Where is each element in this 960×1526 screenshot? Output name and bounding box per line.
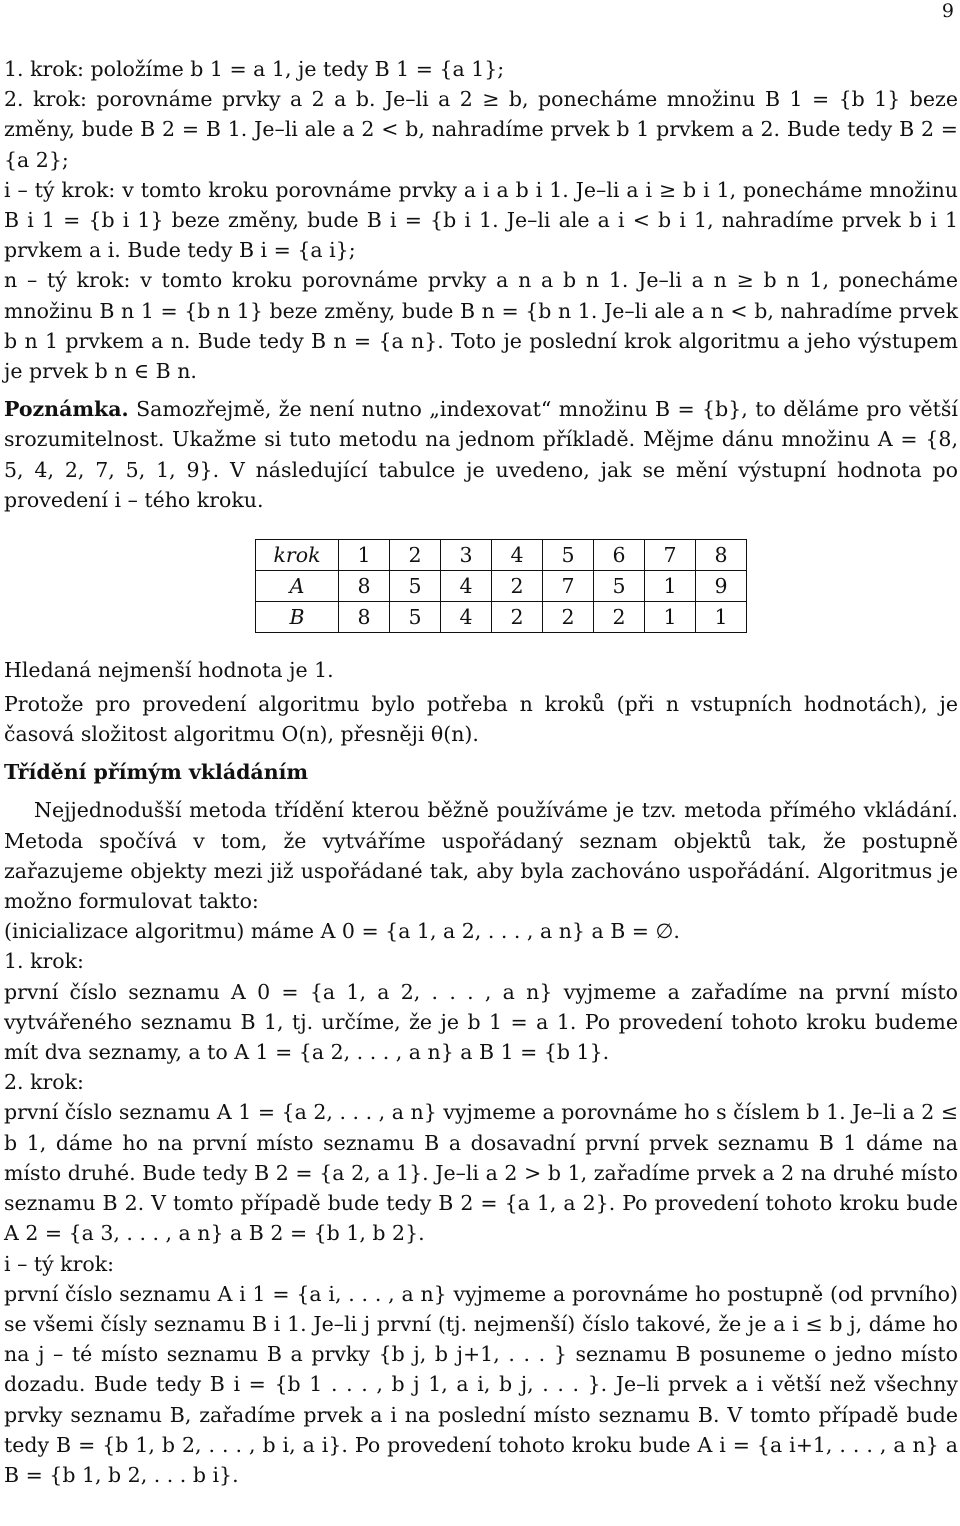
- example-table: [255, 539, 747, 633]
- table-cell: 4: [441, 571, 492, 602]
- table-cell: 8: [696, 540, 747, 571]
- section-paragraph: (inicializace algoritmu) máme A 0 = {a 1, a 2, . . . , a n} a B = ∅.: [4, 919, 680, 944]
- intro-step-1: 1. krok: položíme b 1 = a 1, je tedy B 1 = {a 1};: [4, 57, 505, 81]
- table-cell: 2: [492, 571, 543, 602]
- table-cell: 1: [696, 602, 747, 633]
- table-cell: 1: [645, 602, 696, 633]
- intro-step-n: n – tý krok: v tomto kroku porovnáme prvky a n a b n 1. Je–li a n ≥ b n 1, ponecháme množinu B n 1 = {b n 1} beze změny, bude B n = {b n 1. Je–li ale a n < b, nahradíme prvek b n 1 prvkem a n. Bude tedy B n = {a n}. Toto je poslední krok algoritmu a jeho výstupem je prvek b n ∈ B n.: [4, 268, 958, 384]
- table-cell: 6: [594, 540, 645, 571]
- table-cell: 4: [441, 602, 492, 633]
- complexity-paragraph: Protože pro provedení algoritmu bylo potřeba n kroků (při n vstupních hodnotách), je časová složitost algoritmu O(n), přesněji θ(n).: [4, 692, 958, 747]
- table-row-a: [256, 571, 747, 602]
- page-content: [4, 54, 958, 1490]
- table-cell: 1: [339, 540, 390, 571]
- section-paragraph: i – tý krok:: [4, 1251, 115, 1276]
- result-line: Hledaná nejmenší hodnota je 1.: [4, 658, 334, 683]
- table-row-b: [256, 602, 747, 633]
- section-paragraph: 1. krok:: [4, 949, 84, 974]
- note-text: Samozřejmě, že není nutno „indexovat“ množinu B = {b}, to děláme pro větší srozumitelnost. Ukažme si tuto metodu na jednom příkladě. Mějme dánu množinu A = {8, 5, 4, 2, 7, 5, 1, 9}. V následující tabulce je uvedeno, jak se mění výstupní hodnota po provedení i – tého kroku.: [4, 397, 958, 512]
- table-cell: 1: [645, 571, 696, 602]
- page-number: 9: [941, 0, 954, 22]
- table-cell: 5: [543, 540, 594, 571]
- table-header-row: [256, 540, 747, 571]
- section-paragraph: Nejjednodušší metoda třídění kterou běžně používáme je tzv. metoda přímého vkládání. Metoda spočívá v tom, že vytváříme uspořádaný seznam objektů tak, že postupně zařazujeme objekty mezi již uspořádané tak, aby byla zachováno uspořádání. Algoritmus je možno formulovat takto:: [4, 798, 958, 914]
- section-paragraph: 2. krok:: [4, 1070, 84, 1095]
- section-paragraph: první číslo seznamu A 0 = {a 1, a 2, . . . , a n} vyjmeme a zařadíme na první místo vytvářeného seznamu B 1, tj. určíme, že je b 1 = a 1. Po provedení tohoto kroku budeme mít dva seznamy, a to A 1 = {a 2, . . . , a n} a B 1 = {b 1}.: [4, 979, 958, 1065]
- table-cell: 5: [594, 571, 645, 602]
- table-cell: 4: [492, 540, 543, 571]
- table-cell: 8: [339, 571, 390, 602]
- section-title: Třídění přímým vkládáním: [4, 760, 309, 785]
- table-cell: 3: [441, 540, 492, 571]
- intro-step-i: i – tý krok: v tomto kroku porovnáme prvky a i a b i 1. Je–li a i ≥ b i 1, ponecháme množinu B i 1 = {b i 1} beze změny, bude B i = {b i 1. Je–li ale a i < b i 1, nahradíme prvek b i 1 prvkem a i. Bude tedy B i = {a i};: [4, 177, 958, 263]
- table-cell: krok: [256, 540, 339, 571]
- table-cell: 2: [594, 602, 645, 633]
- note-label: Poznámka.: [4, 397, 129, 422]
- section-paragraph: první číslo seznamu A i 1 = {a i, . . . , a n} vyjmeme a porovnáme ho postupně (od prvního) se všemi čísly seznamu B i 1. Je–li j první (tj. nejmenší) číslo takové, že je a i ≤ b j, dáme ho na j – té místo seznamu B a prvky {b j, b j+1, . . . } seznamu B posuneme o jedno místo dozadu. Bude tedy B i = {b 1 . . . , b j 1, a i, b j, . . . }. Je–li prvek a i větší než všechny prvky seznamu B, zařadíme prvek a i na poslední místo seznamu B. V tomto případě bude tedy B = {b 1, b 2, . . . , b i, a i}. Po provedení tohoto kroku bude A i = {a i+1, . . . , a n} a B = {b 1, b 2, . . . b i}.: [4, 1281, 958, 1487]
- example-table-block: [4, 539, 958, 683]
- table-cell: 5: [390, 602, 441, 633]
- table-cell: 2: [543, 602, 594, 633]
- table-cell: 5: [390, 571, 441, 602]
- intro-step-2: 2. krok: porovnáme prvky a 2 a b. Je–li a 2 ≥ b, ponecháme množinu B 1 = {b 1} beze změny, bude B 2 = B 1. Je–li ale a 2 < b, nahradíme prvek b 1 prvkem a 2. Bude tedy B 2 = {a 2};: [4, 87, 958, 172]
- table-cell: 9: [696, 571, 747, 602]
- table-cell: A: [256, 571, 339, 602]
- table-cell: 7: [543, 571, 594, 602]
- table-cell: 7: [645, 540, 696, 571]
- table-cell: 2: [390, 540, 441, 571]
- table-cell: 2: [492, 602, 543, 633]
- note-paragraph: [4, 394, 958, 515]
- section-paragraph: první číslo seznamu A 1 = {a 2, . . . , a n} vyjmeme a porovnáme ho s číslem b 1. Je–li a 2 ≤ b 1, dáme ho na první místo seznamu B a dosavadní první prvek seznamu B 1 dáme na místo druhé. Bude tedy B 2 = {a 2, a 1}. Je–li a 2 > b 1, zařadíme prvek a 2 na druhé místo seznamu B 2. V tomto případě bude tedy B 2 = {a 1, a 2}. Po provedení tohoto kroku bude A 2 = {a 3, . . . , a n} a B 2 = {b 1, b 2}.: [4, 1100, 958, 1246]
- table-cell: 8: [339, 602, 390, 633]
- table-cell: B: [256, 602, 339, 633]
